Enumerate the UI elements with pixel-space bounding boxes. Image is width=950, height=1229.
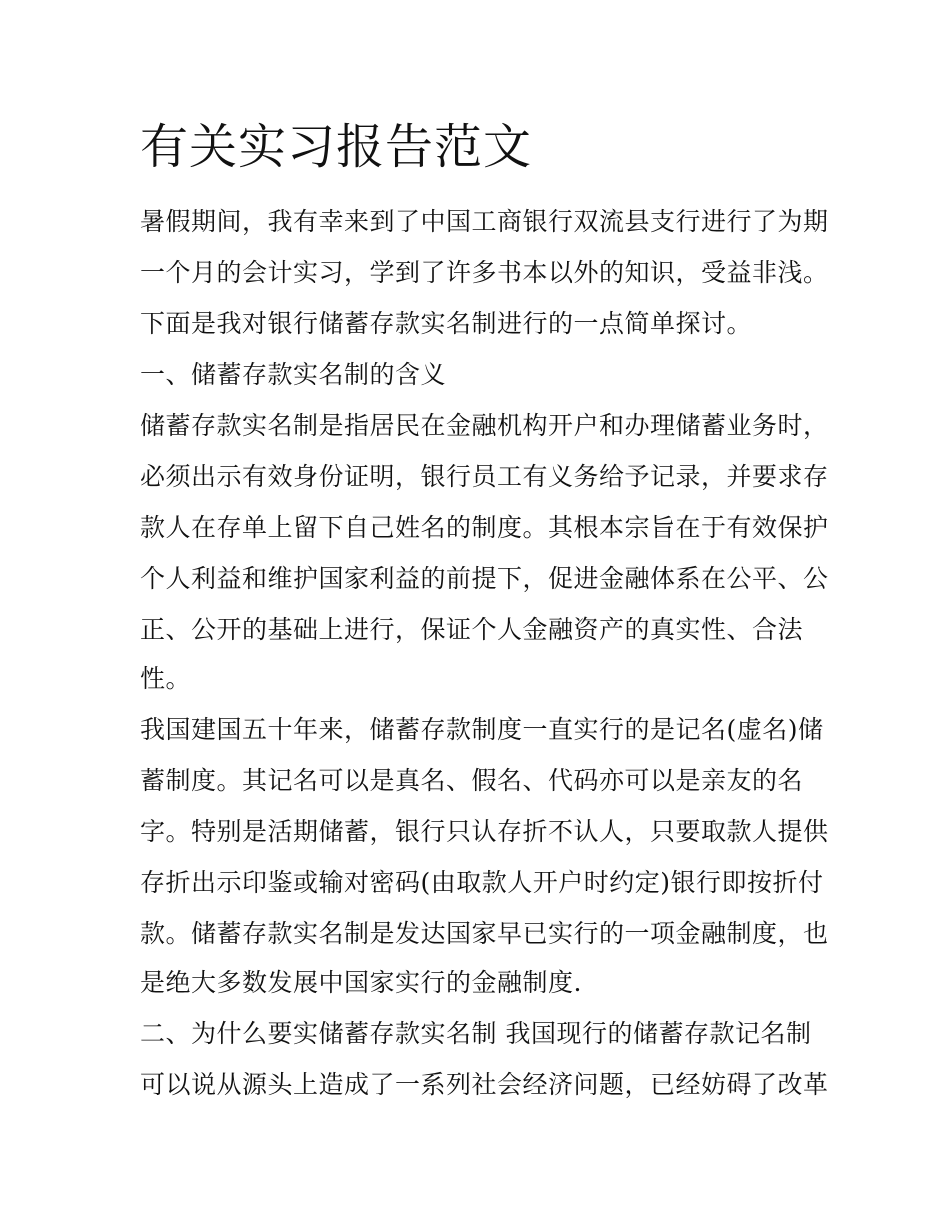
- document-title: 有关实习报告范文: [140, 119, 533, 175]
- body-line-10: 性。: [140, 664, 192, 693]
- body-line-6: 必须出示有效身份证明，银行员工有义务给予记录，并要求存: [140, 462, 829, 491]
- section-heading-2: 二、为什么要实储蓄存款实名制 我国现行的储蓄存款记名制: [140, 1019, 812, 1048]
- body-line-15: 款。储蓄存款实名制是发达国家早已实行的一项金融制度，也: [140, 919, 829, 948]
- body-line-16: 是绝大多数发展中国家实行的金融制度.: [140, 968, 582, 997]
- body-line-12: 蓄制度。其记名可以是真名、假名、代码亦可以是亲友的名: [140, 766, 804, 795]
- body-line-5: 储蓄存款实名制是指居民在金融机构开户和办理储蓄业务时，: [140, 411, 829, 440]
- body-line-7: 款人在存单上留下自己姓名的制度。其根本宗旨在于有效保护: [140, 513, 829, 542]
- body-line-14: 存折出示印鉴或输对密码(由取款人开户时约定)银行即按折付: [140, 868, 824, 897]
- body-line-3: 下面是我对银行储蓄存款实名制进行的一点简单探讨。: [140, 309, 753, 338]
- body-line-8: 个人利益和维护国家利益的前提下，促进金融体系在公平、公: [140, 564, 829, 593]
- body-line-2: 一个月的会计实习，学到了许多书本以外的知识，受益非浅。: [140, 258, 829, 287]
- body-line-1: 暑假期间，我有幸来到了中国工商银行双流县支行进行了为期: [140, 207, 829, 236]
- body-line-11: 我国建国五十年来，储蓄存款制度一直实行的是记名(虚名)储: [140, 715, 824, 744]
- body-line-13: 字。特别是活期储蓄，银行只认存折不认人，只要取款人提供: [140, 817, 829, 846]
- body-line-9: 正、公开的基础上进行，保证个人金融资产的真实性、合法: [140, 615, 804, 644]
- section-heading-1: 一、储蓄存款实名制的含义: [140, 360, 447, 389]
- body-line-18: 可以说从源头上造成了一系列社会经济问题，已经妨碍了改革: [140, 1070, 829, 1099]
